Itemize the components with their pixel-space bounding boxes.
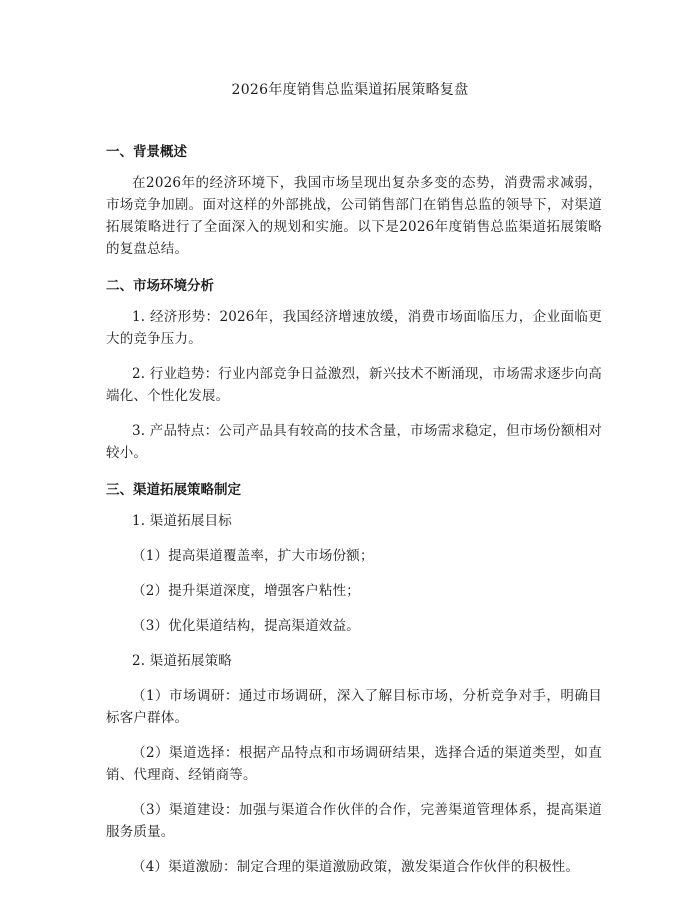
list-item-goal-heading: 1. 渠道拓展目标 [132, 513, 232, 529]
list-item-strategy-4: （4）渠道激励：制定合理的渠道激励政策，激发渠道合作伙伴的积极性。 [132, 859, 580, 875]
paragraph-industry-trend: 2. 行业趋势：行业内部竞争日益激烈，新兴技术不断涌现，市场需求逐步向高端化、个性化发展。 [106, 366, 602, 404]
list-item-strategy-heading: 2. 渠道拓展策略 [132, 653, 232, 669]
list-item-strategy-1: （1）市场调研：通过市场调研，深入了解目标市场，分析竞争对手，明确目标客户群体。 [106, 688, 602, 726]
section-heading-market: 二、市场环境分析 [106, 278, 214, 294]
list-item-goal-3: （3）优化渠道结构，提高渠道效益。 [132, 618, 360, 634]
section-heading-background: 一、背景概述 [106, 144, 187, 160]
paragraph-product-features: 3. 产品特点：公司产品具有较高的技术含量，市场需求稳定，但市场份额相对较小。 [106, 423, 602, 461]
list-item-goal-2: （2）提升渠道深度，增强客户粘性； [132, 583, 360, 599]
section-heading-strategy: 三、渠道拓展策略制定 [106, 482, 241, 498]
document-body [106, 142, 602, 878]
list-item-goal-1: （1）提高渠道覆盖率，扩大市场份额； [132, 548, 374, 564]
list-item-strategy-2: （2）渠道选择：根据产品特点和市场调研结果，选择合适的渠道类型，如直销、代理商、经销商等。 [106, 745, 602, 783]
list-item-strategy-3: （3）渠道建设：加强与渠道合作伙伴的合作，完善渠道管理体系，提高渠道服务质量。 [106, 802, 602, 840]
document-title: 2026年度销售总监渠道拓展策略复盘 [231, 82, 469, 98]
paragraph-background: 在2026年的经济环境下，我国市场呈现出复杂多变的态势，消费需求减弱，市场竞争加剧。面对这样的外部挑战，公司销售部门在销售总监的领导下，对渠道拓展策略进行了全面深入的规划和实施。以下是2026年度销售总监渠道拓展策略的复盘总结。 [106, 175, 602, 257]
paragraph-economy: 1. 经济形势：2026年，我国经济增速放缓，消费市场面临压力，企业面临更大的竞争压力。 [106, 309, 602, 347]
